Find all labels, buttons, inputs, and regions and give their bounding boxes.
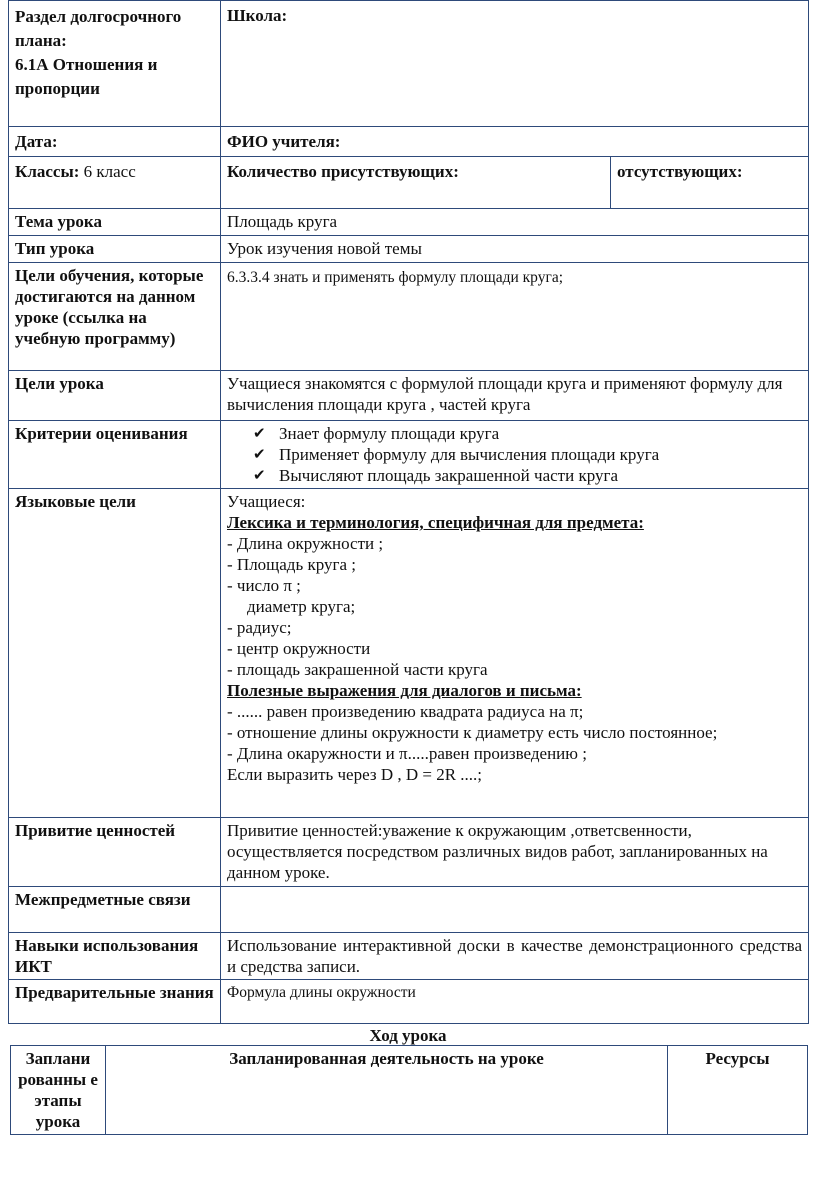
- row-type: [9, 236, 809, 263]
- course-header-row: [11, 1046, 808, 1135]
- phrase-item: Если выразить через D , D = 2R ....;: [227, 765, 483, 784]
- vocab-item: - площадь закрашенной части круга: [227, 660, 488, 679]
- type-label: Тип урока: [9, 236, 221, 263]
- ict-label: Навыки использования ИКТ: [9, 933, 221, 980]
- section-label: Раздел долгосрочного плана:: [15, 7, 182, 50]
- col-activity: Запланированная деятельность на уроке: [106, 1046, 668, 1135]
- prior-value: Формула длины окружности: [221, 980, 809, 1024]
- row-section: [9, 1, 809, 127]
- check-icon: ✔: [253, 466, 266, 484]
- date-label: Дата:: [9, 127, 221, 157]
- section-value: 6.1А Отношения и пропорции: [15, 55, 158, 98]
- lesson-plan-table: [8, 0, 809, 1024]
- learning-goals-value: 6.3.3.4 знать и применять формулу площади круга;: [221, 263, 809, 371]
- topic-value: Площадь круга: [221, 209, 809, 236]
- classes-cell: [9, 157, 221, 209]
- prior-label: Предварительные знания: [9, 980, 221, 1024]
- check-icon: ✔: [253, 445, 266, 463]
- phrase-item: - Длина окаружности и π.....равен произведению ;: [227, 744, 587, 763]
- vocab-item: диаметр круга;: [247, 597, 356, 616]
- interdisc-label: Межпредметные связи: [9, 887, 221, 933]
- criteria-label: Критерии оценивания: [9, 421, 221, 489]
- row-topic: [9, 209, 809, 236]
- school-cell: [221, 1, 809, 127]
- learning-goals-label: Цели обучения, которые достигаются на данном уроке (ссылка на учебную программу): [9, 263, 221, 371]
- row-lesson-goals: [9, 371, 809, 421]
- course-title: Ход урока: [369, 1026, 447, 1045]
- row-criteria: [9, 421, 809, 489]
- phrase-item: - ...... равен произведению квадрата радиуса на π;: [227, 702, 584, 721]
- row-learning-goals: [9, 263, 809, 371]
- criteria-item: ✔ Вычисляют площадь закрашенной части круга: [253, 466, 618, 485]
- vocab-item: - Площадь круга ;: [227, 555, 356, 574]
- phrases-heading: Полезные выражения для диалогов и письма:: [227, 681, 582, 700]
- criteria-item: ✔ Знает формулу площади круга: [253, 424, 500, 443]
- criteria-list: [227, 423, 802, 486]
- school-label: Школа:: [227, 6, 288, 25]
- criteria-item: ✔ Применяет формулу для вычисления площади круга: [253, 445, 660, 464]
- ict-value: Использование интерактивной доски в качестве демонстрационного средства и средства записи.: [221, 933, 809, 980]
- vocab-heading: Лексика и терминология, специфичная для предмета:: [227, 513, 644, 532]
- section-cell: [9, 1, 221, 127]
- values-value: Привитие ценностей:уважение к окружающим ,ответсвенности, осуществляется посредством различных видов работ, запланированных на данном уроке.: [221, 818, 809, 887]
- type-value: Урок изучения новой темы: [221, 236, 809, 263]
- language-label: Языковые цели: [9, 489, 221, 818]
- row-prior: [9, 980, 809, 1024]
- criteria-cell: [221, 421, 809, 489]
- classes-value: 6 класс: [83, 162, 136, 181]
- col-resources: Ресурсы: [668, 1046, 808, 1135]
- row-classes: [9, 157, 809, 209]
- row-interdisc: [9, 887, 809, 933]
- values-label: Привитие ценностей: [9, 818, 221, 887]
- phrase-item: - отношение длины окружности к диаметру есть число постоянное;: [227, 723, 718, 742]
- check-icon: ✔: [253, 424, 266, 442]
- classes-label: Классы:: [15, 162, 80, 181]
- course-table: [10, 1045, 808, 1135]
- present-label: Количество присутствующих:: [221, 157, 611, 209]
- vocab-item: - число π ;: [227, 576, 301, 595]
- row-ict: [9, 933, 809, 980]
- vocab-item: - Длина окружности ;: [227, 534, 384, 553]
- language-cell: [221, 489, 809, 818]
- lesson-goals-value: Учащиеся знакомятся с формулой площади круга и применяют формулу для вычисления площади круга , частей круга: [221, 371, 809, 421]
- row-language: [9, 489, 809, 818]
- row-values: [9, 818, 809, 887]
- vocab-item: - центр окружности: [227, 639, 371, 658]
- lesson-goals-label: Цели урока: [9, 371, 221, 421]
- vocab-item: - радиус;: [227, 618, 292, 637]
- teacher-label: ФИО учителя:: [221, 127, 809, 157]
- language-intro: Учащиеся:: [227, 492, 306, 511]
- absent-label: отсутствующих:: [611, 157, 809, 209]
- interdisc-value: [221, 887, 809, 933]
- topic-label: Тема урока: [9, 209, 221, 236]
- col-stages: Заплани рованны е этапы урока: [11, 1046, 106, 1135]
- row-date: [9, 127, 809, 157]
